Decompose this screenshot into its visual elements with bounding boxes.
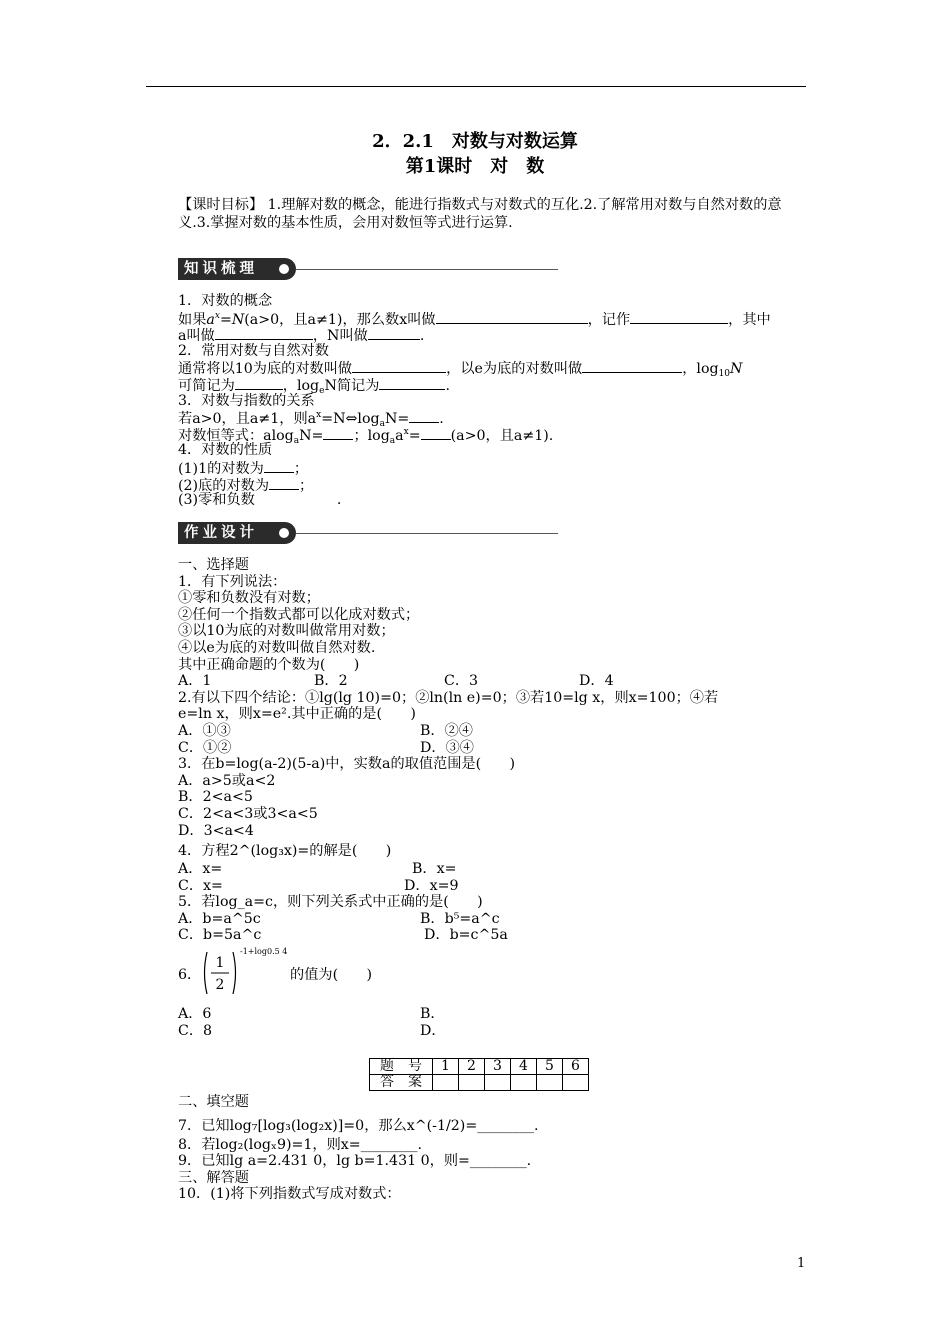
q6-exponent: -1+log0.5 4 [240, 947, 288, 957]
k2-line-a: 通常将以10为底的对数叫做 ，以e为底的对数叫做 ，$\log_{10}N$ [178, 361, 743, 380]
option: D．3<a<4 [178, 822, 254, 839]
table-cell: 1 [433, 1059, 459, 1075]
q1-item: ①零和负数没有对数； [178, 590, 320, 607]
option: B．②④ [420, 722, 473, 739]
q6-number: 6． [178, 967, 202, 984]
q1-item: ③以10为底的对数叫做常用对数； [178, 623, 395, 640]
question-3: 3．在b=log(a-2)(5-a)中，实数a的取值范围是( ) [178, 756, 516, 773]
q4-options-2 [178, 878, 812, 895]
table-header: 题 号 [370, 1059, 433, 1075]
option: C．b=5a^c [178, 927, 262, 944]
option: B． [420, 1006, 445, 1023]
section-title: 知识梳理 [184, 261, 258, 277]
fill-and-solve [178, 1094, 812, 1203]
option: C．3 [444, 673, 479, 690]
q6-text: 的值为( ) [290, 967, 373, 984]
option: B．2<a<5 [178, 789, 253, 806]
part-choice: 一、选择题 [178, 557, 249, 573]
table-cell: 4 [511, 1059, 537, 1075]
title-section: 2．2.1 对数与对数运算 [372, 131, 578, 152]
question-10: 10．(1)将下列指数式写成对数式： [178, 1186, 401, 1203]
q6-options-1 [178, 1006, 812, 1023]
k1-line-a: 如果$a^x=N(a>0$，且a≠1)，那么数x叫做 ，记作 ，其中 [178, 310, 771, 328]
part-solve: 三、解答题 [178, 1169, 249, 1186]
q1-item: ④以e为底的对数叫做自然对数. [178, 639, 376, 656]
q2-options-1 [178, 723, 812, 740]
answer-cell[interactable] [563, 1075, 589, 1091]
table-cell: 2 [459, 1059, 485, 1075]
table-header: 答 案 [370, 1075, 433, 1091]
option: A．①③ [178, 722, 231, 739]
option: D． [420, 1022, 446, 1039]
table-cell: 6 [563, 1059, 589, 1075]
k3-line-a: 若a>0，且a≠1，则$a^x=N\Leftrightarrow\log_aN=$ . [178, 410, 444, 430]
question-6 [178, 944, 812, 1006]
option: D．b=c^5a [424, 927, 508, 944]
k2-heading: 2．常用对数与自然对数 [178, 342, 329, 359]
question-4: 4．方程2^(log₃x)=的解是( ) [178, 843, 392, 860]
lesson-goals [178, 196, 812, 232]
option: D．x=9 [404, 877, 459, 894]
option: C．2<a<3或3<a<5 [178, 805, 318, 822]
table-cell: 5 [537, 1059, 563, 1075]
option: A．b=a^5c [178, 910, 261, 927]
answer-cell[interactable] [485, 1075, 511, 1091]
q1-item: ②任何一个指数式都可以化成对数式； [178, 606, 420, 623]
q4-options-1 [178, 861, 812, 878]
k2-line-b: 可简记为 ，$\log_eN$简记为 . [178, 377, 450, 396]
option: B．2 [314, 673, 348, 690]
q6-options-2 [178, 1023, 812, 1040]
dot-icon [279, 528, 289, 538]
dot-icon [279, 264, 289, 274]
option: A．6 [178, 1006, 212, 1023]
option: A．x= [178, 861, 223, 878]
answer-cell[interactable] [511, 1075, 537, 1091]
section-title: 作业设计 [184, 525, 258, 541]
option: C．x= [178, 877, 223, 894]
question-7: 7．已知log₇[log₃(log₂x)]=0，那么x^(-1/2)=________. [178, 1117, 539, 1134]
svg-text:2: 2 [215, 977, 225, 994]
page-number: 1 [797, 1256, 806, 1271]
answer-cell[interactable] [537, 1075, 563, 1091]
svg-text:1: 1 [215, 955, 225, 972]
k4-line-a: (1)1的对数为 ； [178, 460, 309, 477]
k1-heading: 1．对数的概念 [178, 293, 273, 309]
title-lesson: 第1课时 对 数 [405, 156, 545, 177]
k4-line-c: (3)零和负数 . [178, 492, 342, 509]
question-9: 9．已知lg a=2.431 0，lg b=1.431 0，则=________. [178, 1153, 532, 1170]
goal-text: 1.理解对数的概念，能进行指数式与对数式的互化.2.了解常用对数与自然对数的意义.3.掌握对数的基本性质，会用对数恒等式进行运算. [178, 197, 782, 231]
part-fill: 二、填空题 [178, 1094, 249, 1110]
header-rule [146, 86, 806, 87]
question-1: 1．有下列说法： [178, 573, 287, 590]
knowledge-content [178, 293, 812, 509]
q5-options-2 [178, 927, 812, 944]
question-5: 5．若log_a=c，则下列关系式中正确的是( ) [178, 894, 483, 911]
k4-line-b: (2)底的对数为 ； [178, 477, 314, 494]
option: A．a>5或a<2 [178, 772, 276, 789]
option: C．8 [178, 1022, 213, 1039]
option: B．b⁵=a^c [420, 910, 500, 927]
k3-line-b: 对数恒等式：alog$_a$N= ；$\log_aa^x= (a>0$，且a≠1). [178, 426, 554, 446]
k3-heading: 3．对数与指数的关系 [178, 392, 315, 409]
q5-options-1 [178, 911, 812, 928]
option: D．4 [579, 673, 614, 690]
answer-cell[interactable] [433, 1075, 459, 1091]
question-8: 8．若log₂(logₓ9)=1，则x=________. [178, 1136, 422, 1153]
q2-options-2 [178, 740, 812, 757]
option: C．①② [178, 739, 232, 756]
answer-cell[interactable] [459, 1075, 485, 1091]
option: A．1 [178, 673, 212, 690]
q1-item: 其中正确命题的个数为( ) [178, 656, 360, 673]
question-2-cont: e=ln x，则x=e².其中正确的是( ) [178, 706, 416, 723]
goal-label: 【课时目标】 [178, 197, 264, 213]
q1-options [178, 673, 812, 690]
question-2: 2.有以下四个结论：①lg(lg 10)=0；②ln(ln e)=0；③若10=lg x，则x=100；④若 [178, 689, 719, 706]
option: B．x= [412, 861, 457, 878]
answer-table [369, 1058, 589, 1091]
k1-line-b: a叫做 ，N叫做 . [178, 328, 425, 345]
table-cell: 3 [485, 1059, 511, 1075]
option: D．③④ [420, 739, 474, 756]
k4-heading: 4．对数的性质 [178, 442, 273, 459]
fraction-half-icon [200, 948, 240, 998]
homework-content [178, 557, 812, 1039]
